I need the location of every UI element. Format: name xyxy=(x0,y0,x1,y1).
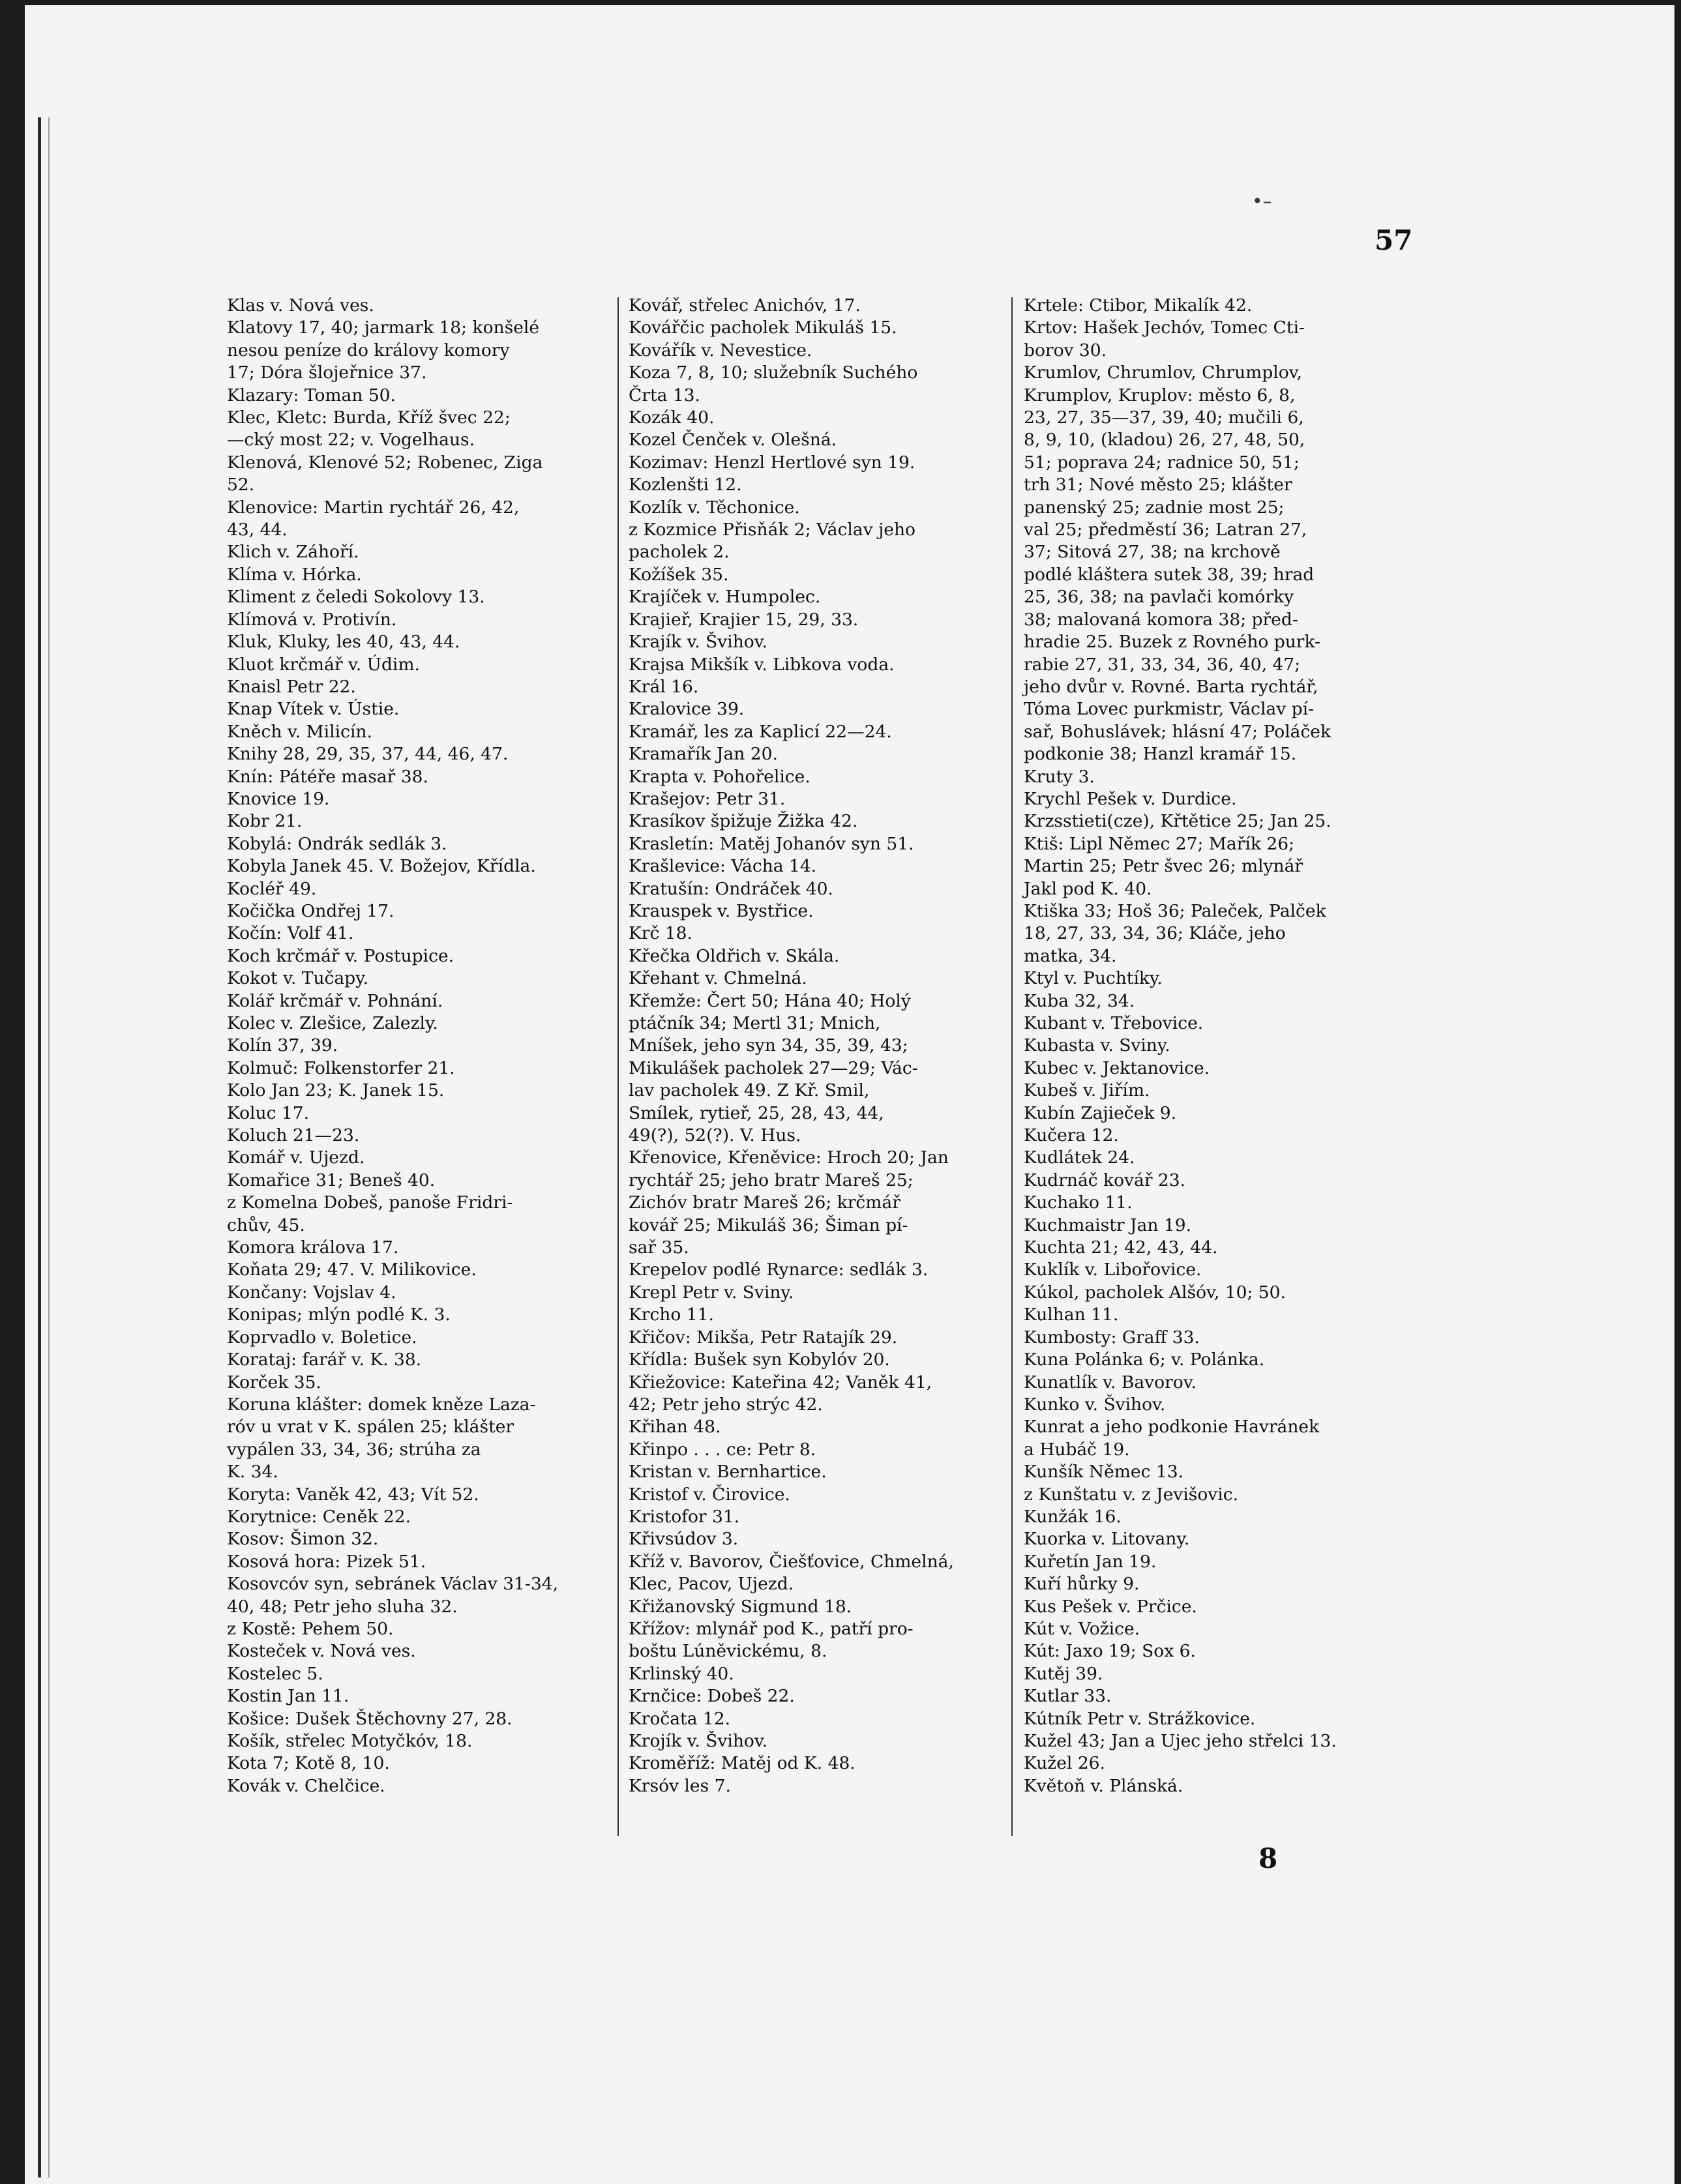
index-entry: Kutlar 33. xyxy=(1024,1686,1112,1707)
index-entry: podlé kláštera sutek 38, 39; hrad xyxy=(1024,564,1315,585)
index-entry: Mikulášek pacholek 27—29; Vác- xyxy=(629,1057,918,1078)
index-entry: Kosov: Šimon 32. xyxy=(227,1529,379,1550)
index-entry: jeho dvůr v. Rovné. Barta rychtář, xyxy=(1024,676,1318,697)
index-entry: Kúkol, pacholek Alšóv, 10; 50. xyxy=(1024,1282,1286,1303)
index-entry: Kudlátek 24. xyxy=(1024,1147,1135,1168)
index-entry: Košice: Dušek Štěchovny 27, 28. xyxy=(227,1708,513,1729)
index-entry: Mníšek, jeho syn 34, 35, 39, 43; xyxy=(629,1035,908,1056)
index-entry: Zichóv bratr Mareš 26; krčmář xyxy=(629,1192,900,1213)
index-entry: borov 30. xyxy=(1024,340,1107,361)
index-entry: 43, 44. xyxy=(227,520,288,540)
index-entry: Kuří hůrky 9. xyxy=(1024,1574,1140,1595)
index-entry: Kratušín: Ondráček 40. xyxy=(629,878,833,899)
index-entry: Kluot krčmář v. Údim. xyxy=(227,654,420,675)
index-entry: Krcho 11. xyxy=(629,1305,714,1325)
index-entry: vypálen 33, 34, 36; strúha za xyxy=(227,1439,481,1460)
index-entry: rabie 27, 31, 33, 34, 36, 40, 47; xyxy=(1024,654,1301,675)
index-entry: Ktiš: Lipl Němec 27; Mařík 26; xyxy=(1024,833,1295,854)
index-entry: a Hubáč 19. xyxy=(1024,1439,1130,1460)
index-entry: Krapta v. Pohořelice. xyxy=(629,766,811,787)
index-entry: Kocléř 49. xyxy=(227,878,317,899)
index-entry: Krumplov, Kruplov: město 6, 8, xyxy=(1024,385,1296,406)
index-entry: Kristof v. Čirovice. xyxy=(629,1484,790,1505)
index-entry: chův, 45. xyxy=(227,1215,305,1235)
index-entry: Kosovcóv syn, sebránek Václav 31-34, xyxy=(227,1574,559,1595)
index-entry: Kristofor 31. xyxy=(629,1506,740,1527)
index-entry: Kolín 37, 39. xyxy=(227,1035,338,1056)
index-entry: Kožíšek 35. xyxy=(629,564,729,585)
index-entry: Košík, střelec Motyčkóv, 18. xyxy=(227,1731,473,1751)
index-entry: Krtov: Hašek Jechóv, Tomec Cti- xyxy=(1024,317,1305,338)
index-entry: Ktyl v. Puchtíky. xyxy=(1024,968,1163,989)
index-entry: Kolo Jan 23; K. Janek 15. xyxy=(227,1080,445,1101)
index-entry: Koluch 21—23. xyxy=(227,1125,360,1146)
index-entry: Kút v. Vožice. xyxy=(1024,1618,1140,1639)
index-entry: panenský 25; zadnie most 25; xyxy=(1024,497,1285,518)
index-column-2 xyxy=(629,295,1020,1797)
index-entry: 17; Dóra šlojeřnice 37. xyxy=(227,362,427,383)
index-entry: Kobylá: Ondrák sedlák 3. xyxy=(227,833,447,854)
index-entry: Krč 18. xyxy=(629,923,692,944)
index-entry: róv u vrat v K. spálen 25; klášter xyxy=(227,1417,514,1438)
index-entry: Křehant v. Chmelná. xyxy=(629,968,807,989)
index-entry: Kluk, Kluky, les 40, 43, 44. xyxy=(227,632,460,653)
index-entry: 51; poprava 24; radnice 50, 51; xyxy=(1024,452,1300,473)
index-entry: 52. xyxy=(227,475,255,495)
index-entry: Krsóv les 7. xyxy=(629,1775,731,1796)
index-column-3 xyxy=(1024,295,1415,1797)
index-entry: pacholek 2. xyxy=(629,542,730,563)
index-entry: Klímová v. Protivín. xyxy=(227,609,397,630)
index-entry: Kútník Petr v. Strážkovice. xyxy=(1024,1708,1256,1729)
index-entry: Kunžák 16. xyxy=(1024,1506,1122,1527)
index-entry: Kus Pešek v. Prčice. xyxy=(1024,1596,1197,1617)
index-entry: Klenovice: Martin rychtář 26, 42, xyxy=(227,497,520,518)
index-entry: Črta 13. xyxy=(629,385,700,406)
index-entry: kovář 25; Mikuláš 36; Šiman pí- xyxy=(629,1215,908,1235)
index-entry: Kuba 32, 34. xyxy=(1024,990,1135,1011)
index-entry: Korytnice: Ceněk 22. xyxy=(227,1506,411,1527)
index-entry: Kročata 12. xyxy=(629,1708,731,1729)
index-entry: Kuřetín Jan 19. xyxy=(1024,1551,1157,1572)
index-entry: Klec, Pacov, Ujezd. xyxy=(629,1574,794,1595)
index-entry: Koprvadlo v. Boletice. xyxy=(227,1327,417,1348)
index-entry: Kubant v. Třebovice. xyxy=(1024,1013,1204,1033)
index-entry: Kužel 43; Jan a Ujec jeho střelci 13. xyxy=(1024,1731,1337,1751)
index-entry: Kramář, les za Kaplicí 22—24. xyxy=(629,721,892,742)
index-entry: Koruna klášter: domek kněze Laza- xyxy=(227,1394,536,1415)
index-entry: Klec, Kletc: Burda, Kříž švec 22; xyxy=(227,407,511,428)
index-entry: Klenová, Klenové 52; Robenec, Ziga xyxy=(227,452,543,473)
index-entry: Krtele: Ctibor, Mikalík 42. xyxy=(1024,295,1253,316)
index-entry: Kralovice 39. xyxy=(629,699,745,720)
index-entry: Kočička Ondřej 17. xyxy=(227,900,394,921)
index-entry: z Kostě: Pehem 50. xyxy=(227,1618,394,1639)
index-entry: z Komelna Dobeš, panoše Fridri- xyxy=(227,1192,513,1213)
index-entry: Komora králova 17. xyxy=(227,1237,399,1258)
index-entry: Kubín Zajieček 9. xyxy=(1024,1102,1177,1123)
index-entry: Kovák v. Chelčice. xyxy=(227,1775,385,1796)
index-entry: Knaisl Petr 22. xyxy=(227,676,356,697)
index-entry: Kubasta v. Sviny. xyxy=(1024,1035,1170,1056)
index-entry: Kruty 3. xyxy=(1024,766,1095,787)
index-entry: Křiežovice: Kateřina 42; Vaněk 41, xyxy=(629,1372,932,1393)
index-entry: Krajík v. Švihov. xyxy=(629,632,767,653)
index-entry: K. 34. xyxy=(227,1462,278,1483)
index-entry: Kněch v. Milicín. xyxy=(227,721,372,742)
index-entry: Kliment z čeledi Sokolovy 13. xyxy=(227,587,485,608)
index-entry: Krasíkov špižuje Žižka 42. xyxy=(629,811,858,832)
index-entry: Kristan v. Bernhartice. xyxy=(629,1462,827,1483)
index-entry: Kozimav: Henzl Hertlové syn 19. xyxy=(629,452,915,473)
index-entry: Kosteček v. Nová ves. xyxy=(227,1641,416,1662)
index-entry: Komařice 31; Beneš 40. xyxy=(227,1170,436,1190)
index-column-1 xyxy=(227,295,618,1797)
index-entry: Krnčice: Dobeš 22. xyxy=(629,1686,795,1707)
index-entry: Krepelov podlé Rynarce: sedlák 3. xyxy=(629,1260,929,1280)
index-entry: Klatovy 17, 40; jarmark 18; konšelé xyxy=(227,317,540,338)
index-entry: Krychl Pešek v. Durdice. xyxy=(1024,788,1237,809)
index-entry: Klíma v. Hórka. xyxy=(227,564,362,585)
index-entry: Krašejov: Petr 31. xyxy=(629,788,786,809)
index-entry: Koch krčmář v. Postupice. xyxy=(227,945,454,966)
index-entry: hradie 25. Buzek z Rovného purk- xyxy=(1024,632,1321,653)
index-entry: Kolmuč: Folkenstorfer 21. xyxy=(227,1057,455,1078)
index-entry: Kunrat a jeho podkonie Havránek xyxy=(1024,1417,1320,1438)
index-entry: Koluc 17. xyxy=(227,1102,309,1123)
index-entry: z Kozmice Přisňák 2; Václav jeho xyxy=(629,520,916,540)
index-entry: Krumlov, Chrumlov, Chrumplov, xyxy=(1024,362,1302,383)
index-entry: Kubeš v. Jiřím. xyxy=(1024,1080,1150,1101)
index-entry: Kunšík Němec 13. xyxy=(1024,1462,1183,1483)
index-entry: Kuchako 11. xyxy=(1024,1192,1133,1213)
index-entry: sař 35. xyxy=(629,1237,689,1258)
index-entry: Kozlík v. Těchonice. xyxy=(629,497,800,518)
index-entry: Kuorka v. Litovany. xyxy=(1024,1529,1190,1550)
index-entry: 49(?), 52(?). V. Hus. xyxy=(629,1125,801,1146)
index-entry: Kobyla Janek 45. V. Božejov, Křídla. xyxy=(227,856,536,877)
index-entry: Klich v. Záhoří. xyxy=(227,542,359,563)
index-entry: Křivsúdov 3. xyxy=(629,1529,739,1550)
index-entry: Krepl Petr v. Sviny. xyxy=(629,1282,794,1303)
index-entry: Ktiška 33; Hoš 36; Paleček, Palček xyxy=(1024,900,1326,921)
index-entry: Kostin Jan 11. xyxy=(227,1686,350,1707)
index-entry: Knihy 28, 29, 35, 37, 44, 46, 47. xyxy=(227,744,509,765)
index-entry: Křenovice, Křeněvice: Hroch 20; Jan xyxy=(629,1147,949,1168)
index-entry: Tóma Lovec purkmistr, Václav pí- xyxy=(1024,699,1315,720)
index-entry: 25, 36, 38; na pavlači komórky xyxy=(1024,587,1294,608)
index-entry: Kolář krčmář v. Pohnání. xyxy=(227,990,443,1011)
index-entry: Krojík v. Švihov. xyxy=(629,1731,768,1751)
index-entry: Křečka Oldřich v. Skála. xyxy=(629,945,840,966)
index-entry: Král 16. xyxy=(629,676,699,697)
index-entry: Kutěj 39. xyxy=(1024,1663,1103,1684)
index-entry: Kota 7; Kotě 8, 10. xyxy=(227,1753,390,1774)
index-entry: Kunko v. Švihov. xyxy=(1024,1394,1166,1415)
index-entry: Krašlevice: Vácha 14. xyxy=(629,856,817,877)
index-entry: Komář v. Ujezd. xyxy=(227,1147,365,1168)
index-entry: Krajíček v. Humpolec. xyxy=(629,587,821,608)
binding-shadow xyxy=(48,117,50,2177)
index-entry: Kostelec 5. xyxy=(227,1663,323,1684)
index-entry: 38; malovaná komora 38; před- xyxy=(1024,609,1298,630)
index-entry: Kubec v. Jektanovice. xyxy=(1024,1057,1210,1078)
index-entry: Kozel Čenček v. Olešná. xyxy=(629,430,837,450)
index-entry: lav pacholek 49. Z Kř. Smil, xyxy=(629,1080,870,1101)
index-entry: Kút: Jaxo 19; Sox 6. xyxy=(1024,1641,1196,1662)
index-entry: Křičov: Mikša, Petr Ratajík 29. xyxy=(629,1327,898,1348)
index-entry: Martin 25; Petr švec 26; mlynář xyxy=(1024,856,1303,877)
signature-mark: 8 xyxy=(1258,1842,1278,1874)
index-entry: Krzsstieti(cze), Křtětice 25; Jan 25. xyxy=(1024,811,1331,832)
index-entry: 37; Sitová 27, 38; na krchově xyxy=(1024,542,1281,563)
index-entry: Křídla: Bušek syn Kobylóv 20. xyxy=(629,1350,890,1370)
index-entry: Kříž v. Bavorov, Čiešťovice, Chmelná, xyxy=(629,1551,954,1572)
index-entry: Končany: Vojslav 4. xyxy=(227,1282,396,1303)
index-entry: Koza 7, 8, 10; služebník Suchého xyxy=(629,362,918,383)
index-entry: 40, 48; Petr jeho sluha 32. xyxy=(227,1596,458,1617)
index-entry: Krlinský 40. xyxy=(629,1663,734,1684)
index-entry: Knovice 19. xyxy=(227,788,330,809)
index-entry: Klazary: Toman 50. xyxy=(227,385,396,406)
index-entry: Kuklík v. Libořovice. xyxy=(1024,1260,1202,1280)
index-entry: Kovářčic pacholek Mikuláš 15. xyxy=(629,317,897,338)
index-entry: Kuchta 21; 42, 43, 44. xyxy=(1024,1237,1218,1258)
index-entry: Jakl pod K. 40. xyxy=(1024,878,1152,899)
index-entry: Kužel 26. xyxy=(1024,1753,1105,1774)
index-entry: rychtář 25; jeho bratr Mareš 25; xyxy=(629,1170,914,1190)
index-entry: 42; Petr jeho strýc 42. xyxy=(629,1394,823,1415)
index-entry: Kozlenšti 12. xyxy=(629,475,742,495)
index-entry: Kobr 21. xyxy=(227,811,303,832)
index-entry: Kučera 12. xyxy=(1024,1125,1119,1146)
index-entry: matka, 34. xyxy=(1024,945,1117,966)
index-entry: Kuchmaistr Jan 19. xyxy=(1024,1215,1191,1235)
index-entry: val 25; předměstí 36; Latran 27, xyxy=(1024,520,1307,540)
index-entry: Kovářík v. Nevestice. xyxy=(629,340,812,361)
index-entry: trh 31; Nové město 25; klášter xyxy=(1024,475,1292,495)
index-entry: Kokot v. Tučapy. xyxy=(227,968,369,989)
index-entry: Kunatlík v. Bavorov. xyxy=(1024,1372,1197,1393)
index-entry: Kroměříž: Matěj od K. 48. xyxy=(629,1753,855,1774)
index-entry: sař, Bohuslávek; hlásní 47; Poláček xyxy=(1024,721,1331,742)
index-entry: Konipas; mlýn podlé K. 3. xyxy=(227,1305,451,1325)
index-entry: Knín: Pátéře masař 38. xyxy=(227,766,428,787)
page-number: 57 xyxy=(1375,224,1413,256)
index-entry: Kosová hora: Pizek 51. xyxy=(227,1551,426,1572)
index-entry: Křížov: mlynář pod K., patří pro- xyxy=(629,1618,914,1639)
index-entry: Křihan 48. xyxy=(629,1417,721,1438)
index-entry: —cký most 22; v. Vogelhaus. xyxy=(227,430,475,450)
index-entry: Kovář, střelec Anichóv, 17. xyxy=(629,295,861,316)
index-entry: 23, 27, 35—37, 39, 40; mučili 6, xyxy=(1024,407,1304,428)
index-entry: Knap Vítek v. Ústie. xyxy=(227,699,400,720)
index-entry: Kulhan 11. xyxy=(1024,1305,1119,1325)
index-entry: 8, 9, 10, (kladou) 26, 27, 48, 50, xyxy=(1024,430,1305,450)
index-entry: Krajsa Mikšík v. Libkova voda. xyxy=(629,654,895,675)
index-entry: ptáčník 34; Mertl 31; Mnich, xyxy=(629,1013,881,1033)
index-entry: nesou peníze do královy komory xyxy=(227,340,510,361)
index-entry: Květoň v. Plánská. xyxy=(1024,1775,1183,1796)
index-entry: Koryta: Vaněk 42, 43; Vít 52. xyxy=(227,1484,479,1505)
index-entry: Kramařík Jan 20. xyxy=(629,744,778,765)
index-entry: Kočín: Volf 41. xyxy=(227,923,354,944)
binding-edge xyxy=(38,117,41,2177)
index-entry: Křemže: Čert 50; Hána 40; Holý xyxy=(629,990,911,1011)
index-entry: Krasletín: Matěj Johanóv syn 51. xyxy=(629,833,914,854)
index-entry: Kolec v. Zlešice, Zalezly. xyxy=(227,1013,438,1033)
index-entry: boštu Lúněvickému, 8. xyxy=(629,1641,827,1662)
index-entry: Korček 35. xyxy=(227,1372,321,1393)
index-entry: Křižanovský Sigmund 18. xyxy=(629,1596,852,1617)
margin-mark: •– xyxy=(1252,190,1272,212)
index-entry: Krauspek v. Bystřice. xyxy=(629,900,814,921)
index-entry: Kudrnáč kovář 23. xyxy=(1024,1170,1186,1190)
index-entry: Kuna Polánka 6; v. Polánka. xyxy=(1024,1350,1265,1370)
index-entry: z Kunštatu v. z Jevišovic. xyxy=(1024,1484,1238,1505)
index-entry: podkonie 38; Hanzl kramář 15. xyxy=(1024,744,1297,765)
index-entry: Kumbosty: Graff 33. xyxy=(1024,1327,1200,1348)
index-entry: Křinpo . . . ce: Petr 8. xyxy=(629,1439,816,1460)
index-entry: Krajieř, Krajier 15, 29, 33. xyxy=(629,609,859,630)
index-entry: Korataj: farář v. K. 38. xyxy=(227,1350,422,1370)
index-entry: Smílek, rytieř, 25, 28, 43, 44, xyxy=(629,1102,884,1123)
index-entry: Kozák 40. xyxy=(629,407,715,428)
index-entry: 18, 27, 33, 34, 36; Kláče, jeho xyxy=(1024,923,1286,944)
index-entry: Klas v. Nová ves. xyxy=(227,295,374,316)
index-entry: Koňata 29; 47. V. Milikovice. xyxy=(227,1260,477,1280)
